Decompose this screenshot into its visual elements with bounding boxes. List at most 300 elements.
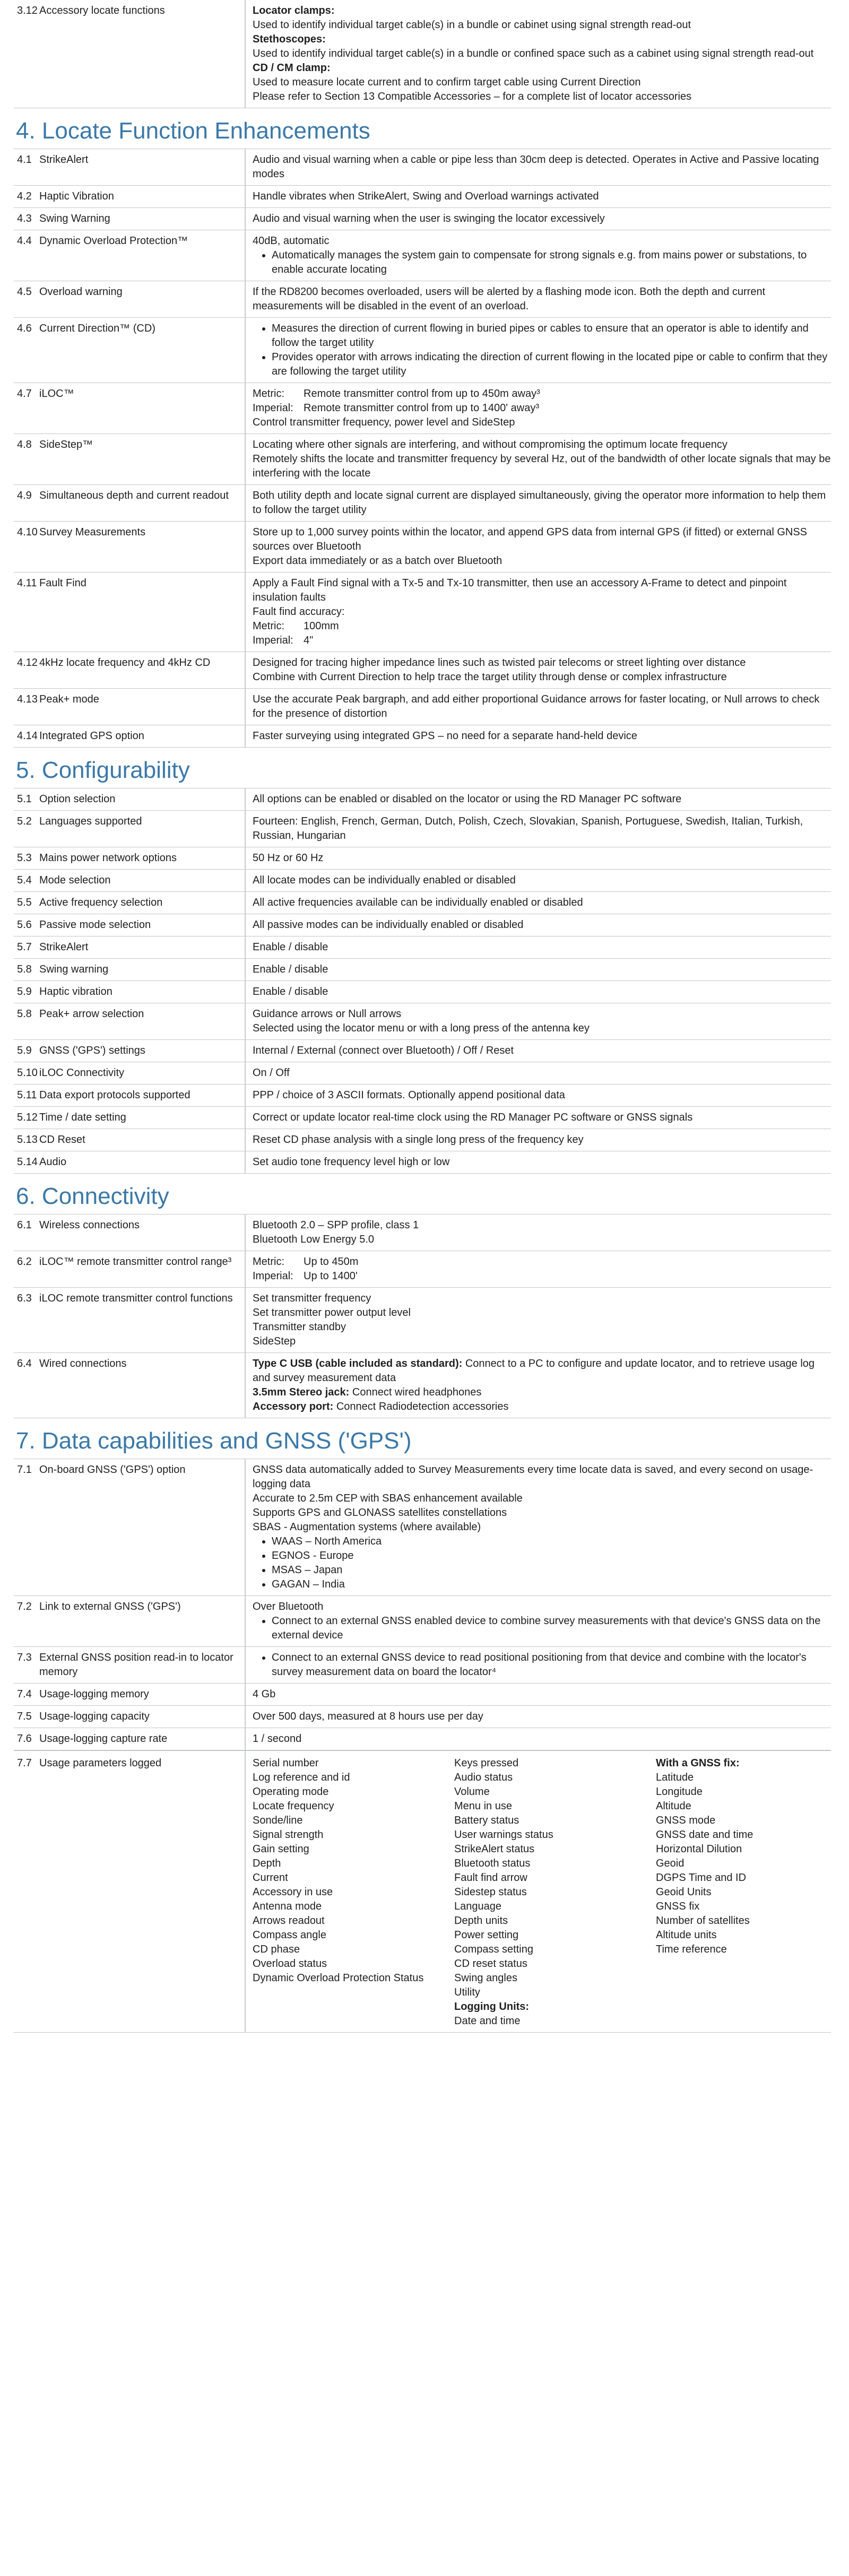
measure-value: 100mm — [304, 620, 339, 632]
spec-label-text: 4kHz locate frequency and 4kHz CD — [39, 657, 211, 669]
spec-line-lead: Accessory port: — [253, 1401, 334, 1412]
spec-number: 4.13 — [17, 693, 38, 705]
spec-value — [245, 810, 831, 847]
spec-value — [245, 936, 831, 958]
spec-number: 4.11 — [17, 577, 37, 589]
usage-column — [253, 1756, 454, 2028]
spec-line: Enable / disable — [253, 964, 328, 975]
usage-parameter: Keys pressed — [454, 1757, 519, 1769]
spec-number: 5.10 — [17, 1067, 38, 1079]
usage-parameter-columns — [253, 1756, 831, 2028]
spec-value — [245, 1595, 831, 1646]
spec-line: Combine with Current Direction to help trace the target utility through dense or complex infrastructure — [253, 671, 727, 683]
spec-number: 5.6 — [17, 919, 32, 931]
spec-number: 6.2 — [17, 1256, 32, 1268]
spec-value — [245, 433, 831, 484]
usage-parameter: Fault find arrow — [454, 1872, 527, 1884]
spec-number: 4.12 — [17, 657, 38, 669]
usage-column — [656, 1756, 839, 2028]
measure-system: Metric: — [253, 1256, 284, 1268]
spec-line-text: Connect wired headphones — [349, 1386, 482, 1398]
spec-value — [245, 1750, 831, 2033]
spec-line: All passive modes can be individually enabled or disabled — [253, 919, 524, 931]
spec-line: Store up to 1,000 survey points within the locator, and append GPS data from internal GPS (if fitted) or external GNSS sources over Bluetooth — [253, 526, 807, 552]
spec-line: If the RD8200 becomes overloaded, users will be alerted by a flashing mode icon. Both the depth and current measurements will be disabled in the event of an overload. — [253, 286, 766, 312]
spec-bullet-list — [253, 322, 831, 379]
spec-label-text: Mode selection — [39, 874, 111, 886]
spec-value — [245, 1683, 831, 1705]
spec-table — [14, 149, 831, 748]
spec-label-text: StrikeAlert — [39, 154, 89, 166]
spec-bullet-list — [253, 1614, 831, 1643]
usage-parameter: Menu in use — [454, 1800, 512, 1812]
spec-label-text: Data export protocols supported — [39, 1089, 190, 1101]
usage-parameter: Altitude — [656, 1800, 691, 1812]
spec-label-text: Survey Measurements — [39, 526, 146, 538]
spec-label — [14, 1287, 245, 1352]
spec-label-text: Haptic Vibration — [39, 190, 114, 202]
usage-parameter: Power setting — [454, 1929, 519, 1941]
spec-line: Used to identify individual target cable(s) in a bundle or cabinet using signal strength read-out — [253, 19, 691, 31]
spec-line: All locate modes can be individually enabled or disabled — [253, 874, 516, 886]
spec-line: Set transmitter power output level — [253, 1307, 411, 1319]
section-heading: 6. Connectivity — [16, 1183, 169, 1209]
spec-label — [14, 317, 245, 383]
spec-number: 5.3 — [17, 852, 32, 864]
spec-line: Bluetooth 2.0 – SPP profile, class 1 — [253, 1219, 419, 1231]
spec-value — [245, 1646, 831, 1683]
measure-value: Remote transmitter control from up to 450m away³ — [304, 388, 540, 400]
spec-value — [245, 1129, 831, 1151]
spec-measure-line — [253, 619, 831, 634]
spec-line: Remotely shifts the locate and transmitter frequency by several Hz, out of the bandwidth of other locate signals that may be interfering with the locate — [253, 453, 831, 479]
usage-parameter: Sonde/line — [253, 1815, 303, 1826]
measure-value: Up to 1400' — [304, 1270, 358, 1282]
spec-value — [245, 1214, 831, 1251]
spec-label-text: iLOC remote transmitter control functions — [39, 1293, 233, 1304]
usage-parameter: Accessory in use — [253, 1886, 333, 1898]
usage-parameter: Horizontal Dilution — [656, 1843, 742, 1855]
usage-parameter: Depth units — [454, 1915, 508, 1927]
spec-line: GNSS data automatically added to Survey Measurements every time locate data is saved, and every second on usage-logging data — [253, 1464, 813, 1490]
spec-number: 4.6 — [17, 323, 32, 334]
measure-system: Imperial: — [253, 635, 293, 646]
spec-label — [14, 521, 245, 572]
spec-bullet: • MSAS – Japan — [272, 1563, 831, 1577]
spec-value — [245, 869, 831, 891]
spec-number: 4.10 — [17, 526, 38, 538]
spec-line: Audio and visual warning when a cable or pipe less than 30cm deep is detected. Operates in Active and Passive locating modes — [253, 154, 819, 180]
usage-parameter: Date and time — [454, 2015, 521, 2027]
spec-label-text: Simultaneous depth and current readout — [39, 490, 229, 501]
spec-line: PPP / choice of 3 ASCII formats. Optionally append positional data — [253, 1089, 565, 1101]
spec-number: 4.2 — [17, 190, 32, 202]
logging-units-heading: Logging Units: — [454, 2001, 530, 2013]
spec-number: 4.7 — [17, 388, 32, 400]
spec-number: 6.1 — [17, 1219, 32, 1231]
spec-label-text: GNSS ('GPS') settings — [39, 1045, 145, 1056]
spec-label-text: StrikeAlert — [39, 941, 89, 953]
spec-line: Locating where other signals are interfering, and without compromising the optimum locate frequency — [253, 439, 727, 450]
usage-parameter: Time reference — [656, 1944, 727, 1955]
spec-value — [245, 521, 831, 572]
spec-value — [245, 1728, 831, 1750]
section-heading: 7. Data capabilities and GNSS ('GPS') — [16, 1428, 412, 1454]
spec-label-text: Swing Warning — [39, 213, 110, 224]
usage-parameter: Locate frequency — [253, 1800, 334, 1812]
spec-label-text: Languages supported — [39, 816, 142, 827]
spec-value — [245, 230, 831, 281]
spec-number: 7.3 — [17, 1652, 32, 1663]
section-heading: 5. Configurability — [16, 757, 190, 783]
spec-label — [14, 1750, 245, 2033]
measure-system: Imperial: — [253, 402, 293, 414]
spec-bullet: • Automatically manages the system gain to compensate for strong signals e.g. from mains power or substations, to enable accurate locating — [272, 248, 831, 277]
spec-label — [14, 383, 245, 433]
spec-line — [253, 1385, 831, 1400]
spec-number: 5.2 — [17, 816, 32, 827]
spec-number: 5.1 — [17, 793, 32, 805]
usage-parameter: Compass setting — [454, 1944, 533, 1955]
spec-bullet: • EGNOS - Europe — [272, 1549, 831, 1563]
spec-line-text: Connect Radiodetection accessories — [333, 1401, 509, 1412]
spec-value — [245, 725, 831, 748]
spec-label — [14, 688, 245, 725]
spec-number: 4.9 — [17, 490, 32, 501]
spec-line: SideStep — [253, 1335, 296, 1347]
spec-label-text: Peak+ arrow selection — [39, 1008, 144, 1020]
spec-value — [245, 1287, 831, 1352]
usage-parameter: Audio status — [454, 1772, 513, 1783]
spec-label-text: Dynamic Overload Protection™ — [39, 235, 188, 247]
spec-measure-line — [253, 634, 831, 648]
spec-table-accessories — [14, 0, 831, 108]
usage-parameter: Signal strength — [253, 1829, 324, 1841]
usage-parameter: Longitude — [656, 1786, 703, 1798]
spec-line — [253, 1357, 831, 1385]
usage-parameter: Battery status — [454, 1815, 519, 1826]
spec-label — [14, 149, 245, 185]
spec-line: Enable / disable — [253, 986, 328, 998]
usage-parameter: User warnings status — [454, 1829, 553, 1841]
usage-parameter: Language — [454, 1901, 501, 1912]
spec-label-text: Overload warning — [39, 286, 123, 298]
spec-line: Faster surveying using integrated GPS – no need for a separate hand-held device — [253, 730, 637, 742]
usage-parameter: Log reference and id — [253, 1772, 350, 1783]
spec-value — [245, 185, 831, 207]
usage-parameter: Altitude units — [656, 1929, 717, 1941]
spec-label-text: iLOC Connectivity — [39, 1067, 125, 1079]
spec-label — [14, 1683, 245, 1705]
spec-value — [245, 1151, 831, 1174]
spec-measure-line — [253, 401, 831, 415]
spec-number: 4.3 — [17, 213, 32, 224]
spec-number: 4.5 — [17, 286, 32, 298]
usage-parameter: DGPS Time and ID — [656, 1872, 747, 1884]
spec-label-text: External GNSS position read-in to locator memory — [39, 1652, 233, 1678]
usage-parameter: GNSS mode — [656, 1815, 716, 1826]
spec-label-text: Option selection — [39, 793, 116, 805]
spec-number: 7.1 — [17, 1464, 32, 1476]
spec-value — [245, 1352, 831, 1418]
spec-label-text: SideStep™ — [39, 439, 93, 450]
spec-value — [245, 0, 831, 108]
gnss-fix-heading: With a GNSS fix: — [656, 1757, 740, 1769]
spec-label — [14, 1003, 245, 1039]
spec-label — [14, 788, 245, 810]
spec-line: Set transmitter frequency — [253, 1293, 371, 1304]
spec-line-text: Connect to a PC to configure and update locator, and to retrieve usage log and survey measurement data — [253, 1358, 815, 1384]
spec-label-text: Audio — [39, 1156, 67, 1168]
spec-label — [14, 185, 245, 207]
spec-label — [14, 869, 245, 891]
spec-label — [14, 1151, 245, 1174]
usage-parameter: Geoid Units — [656, 1886, 712, 1898]
usage-parameter: Antenna mode — [253, 1901, 322, 1912]
usage-parameter: Arrows readout — [253, 1915, 325, 1927]
spec-label — [14, 1106, 245, 1129]
spec-line: Both utility depth and locate signal current are displayed simultaneously, giving the operator more information to help them to follow the target utility — [253, 490, 826, 516]
usage-parameter: Dynamic Overload Protection Status — [253, 1972, 424, 1984]
spec-label — [14, 484, 245, 521]
usage-parameter: Bluetooth status — [454, 1858, 531, 1869]
spec-bullet-list — [253, 1534, 831, 1592]
spec-number: 7.5 — [17, 1711, 32, 1722]
measure-system: Metric: — [253, 388, 284, 400]
spec-value — [245, 207, 831, 230]
measure-value: 4" — [304, 635, 314, 646]
usage-parameter: Swing angles — [454, 1972, 517, 1984]
usage-parameter: StrikeAlert status — [454, 1843, 535, 1855]
spec-line: 4 Gb — [253, 1688, 276, 1700]
spec-line: Fault find accuracy: — [253, 606, 345, 618]
usage-parameter: Operating mode — [253, 1786, 329, 1798]
spec-line: Locator clamps: — [253, 5, 335, 16]
usage-parameter: Current — [253, 1872, 288, 1884]
spec-number: 4.8 — [17, 439, 32, 450]
spec-number: 4.14 — [17, 730, 38, 742]
usage-parameter: Serial number — [253, 1757, 319, 1769]
spec-number: 5.14 — [17, 1156, 38, 1168]
spec-number: 4.4 — [17, 235, 32, 247]
spec-label-text: Integrated GPS option — [39, 730, 144, 742]
spec-value — [245, 1003, 831, 1039]
spec-line: Set audio tone frequency level high or low — [253, 1156, 450, 1168]
spec-label-text: Fault Find — [39, 577, 86, 589]
spec-line: Internal / External (connect over Bluetooth) / Off / Reset — [253, 1045, 514, 1056]
spec-line: Audio and visual warning when the user is swinging the locator excessively — [253, 213, 605, 224]
spec-value — [245, 914, 831, 936]
spec-label — [14, 914, 245, 936]
measure-value: Remote transmitter control from up to 1400' away³ — [304, 402, 540, 414]
usage-parameter: Depth — [253, 1858, 281, 1869]
spec-line: Enable / disable — [253, 941, 328, 953]
spec-line: Supports GPS and GLONASS satellites constellations — [253, 1507, 507, 1519]
usage-parameter: GNSS fix — [656, 1901, 700, 1912]
usage-parameters-table — [14, 1750, 831, 2033]
spec-value — [245, 1084, 831, 1106]
spec-line: Transmitter standby — [253, 1321, 346, 1333]
spec-line: All active frequencies available can be individually enabled or disabled — [253, 897, 583, 908]
spec-label-text: Haptic vibration — [39, 986, 112, 998]
spec-number: 4.1 — [17, 154, 32, 166]
usage-parameter: Volume — [454, 1786, 490, 1798]
spec-number: 5.4 — [17, 874, 32, 886]
spec-value — [245, 484, 831, 521]
spec-label — [14, 810, 245, 847]
spec-line: Bluetooth Low Energy 5.0 — [253, 1234, 375, 1245]
spec-label — [14, 0, 245, 108]
spec-label — [14, 207, 245, 230]
spec-line-lead: Type C USB (cable included as standard): — [253, 1358, 463, 1369]
spec-measure-line — [253, 1255, 831, 1269]
spec-line: Export data immediately or as a batch over Bluetooth — [253, 555, 503, 567]
spec-value — [245, 1039, 831, 1062]
spec-label — [14, 1129, 245, 1151]
spec-bullet: • Connect to an external GNSS device to read positional positioning from that device and combine with the locator's survey measurement data on board the locator⁴ — [272, 1651, 831, 1679]
spec-number: 5.5 — [17, 897, 32, 908]
spec-line: SBAS - Augmentation systems (where available) — [253, 1521, 481, 1533]
usage-column — [454, 1756, 656, 2028]
spec-label-text: Wireless connections — [39, 1219, 140, 1231]
usage-parameter: GNSS date and time — [656, 1829, 753, 1841]
spec-value — [245, 981, 831, 1003]
spec-line — [253, 1400, 831, 1414]
spec-label-text: Accessory locate functions — [39, 5, 165, 16]
spec-line: Over Bluetooth — [253, 1601, 324, 1612]
spec-label-text: iLOC™ remote transmitter control range³ — [39, 1256, 232, 1268]
spec-label-text: Peak+ mode — [39, 693, 99, 705]
spec-label — [14, 725, 245, 748]
spec-label — [14, 1728, 245, 1750]
usage-parameter: Geoid — [656, 1858, 685, 1869]
spec-number: 5.9 — [17, 986, 32, 998]
spec-table — [14, 1214, 831, 1418]
spec-number: 5.12 — [17, 1112, 38, 1123]
usage-parameter: Number of satellites — [656, 1915, 750, 1927]
spec-number: 5.13 — [17, 1134, 38, 1146]
spec-label — [14, 1251, 245, 1287]
spec-bullet: • Connect to an external GNSS enabled device to combine survey measurements with that device's GNSS data on the external device — [272, 1614, 831, 1643]
spec-value — [245, 572, 831, 652]
spec-label-text: Usage-logging capacity — [39, 1711, 150, 1722]
spec-label — [14, 1062, 245, 1084]
spec-number: 7.7 — [17, 1757, 32, 1769]
spec-line: Use the accurate Peak bargraph, and add either proportional Guidance arrows for faster locating, or Null arrows to check for the presence of distortion — [253, 693, 820, 719]
spec-number: 6.3 — [17, 1293, 32, 1304]
spec-page — [14, 0, 831, 2033]
spec-label-text: Mains power network options — [39, 852, 177, 864]
spec-line: Reset CD phase analysis with a single long press of the frequency key — [253, 1134, 584, 1146]
spec-value — [245, 317, 831, 383]
spec-label-text: Usage-logging memory — [39, 1688, 149, 1700]
spec-label-text: Current Direction™ (CD) — [39, 323, 155, 334]
spec-bullet: • GAGAN – India — [272, 1577, 831, 1592]
spec-value — [245, 1251, 831, 1287]
spec-table — [14, 788, 831, 1174]
spec-line: Fourteen: English, French, German, Dutch, Polish, Czech, Slovakian, Spanish, Portuguese, Swedish, Italian, Turkish, Russian, Hungarian — [253, 816, 803, 842]
usage-parameter: Overload status — [253, 1958, 327, 1970]
spec-line: Used to identify individual target cable(s) in a bundle or confined space such as a cabinet using signal strength read-out — [253, 48, 814, 59]
spec-label — [14, 1705, 245, 1728]
spec-line: Apply a Fault Find signal with a Tx-5 and Tx-10 transmitter, then use an accessory A-Frame to detect and pinpoint insulation faults — [253, 577, 787, 603]
spec-line: CD / CM clamp: — [253, 62, 331, 74]
spec-label — [14, 1214, 245, 1251]
measure-value: Up to 450m — [304, 1256, 359, 1268]
usage-parameter: Latitude — [656, 1772, 694, 1783]
spec-line: Selected using the locator menu or with a long press of the antenna key — [253, 1022, 590, 1034]
spec-line: Guidance arrows or Null arrows — [253, 1008, 402, 1020]
spec-label — [14, 433, 245, 484]
spec-label — [14, 1084, 245, 1106]
spec-measure-line — [253, 387, 831, 401]
spec-label — [14, 652, 245, 688]
spec-label — [14, 230, 245, 281]
spec-label — [14, 1352, 245, 1418]
spec-number: 3.12 — [17, 5, 38, 16]
spec-line: Designed for tracing higher impedance lines such as twisted pair telecoms or street lighting over distance — [253, 657, 746, 669]
spec-sections — [14, 108, 831, 1750]
spec-line: 1 / second — [253, 1733, 302, 1745]
spec-label — [14, 958, 245, 981]
spec-label — [14, 1595, 245, 1646]
usage-parameter: Utility — [454, 1987, 480, 1998]
spec-number: 5.8 — [17, 964, 32, 975]
spec-line: Accurate to 2.5m CEP with SBAS enhancement available — [253, 1493, 523, 1504]
spec-line: Control transmitter frequency, power level and SideStep — [253, 417, 515, 428]
spec-measure-line — [253, 1269, 831, 1283]
spec-value — [245, 1459, 831, 1595]
spec-bullet: • WAAS – North America — [272, 1534, 831, 1549]
spec-label — [14, 1039, 245, 1062]
spec-line: Stethoscopes: — [253, 33, 326, 45]
spec-line: 50 Hz or 60 Hz — [253, 852, 324, 864]
spec-bullet-list — [253, 1651, 831, 1679]
spec-value — [245, 281, 831, 317]
spec-label — [14, 981, 245, 1003]
spec-label-text: Usage-logging capture rate — [39, 1733, 168, 1745]
spec-label-text: On-board GNSS ('GPS') option — [39, 1464, 186, 1476]
spec-number: 5.11 — [17, 1089, 37, 1101]
spec-number: 7.6 — [17, 1733, 32, 1745]
spec-number: 7.4 — [17, 1688, 32, 1700]
spec-line: Over 500 days, measured at 8 hours use per day — [253, 1711, 483, 1722]
spec-line: Handle vibrates when StrikeAlert, Swing and Overload warnings activated — [253, 190, 599, 202]
spec-value — [245, 958, 831, 981]
spec-label — [14, 1646, 245, 1683]
spec-table — [14, 1459, 831, 1750]
spec-label — [14, 281, 245, 317]
spec-bullet: • Measures the direction of current flowing in buried pipes or cables to ensure that an operator is able to identify and follow the target utility — [272, 322, 831, 350]
spec-number: 6.4 — [17, 1358, 32, 1369]
spec-line: Used to measure locate current and to confirm target cable using Current Direction — [253, 76, 641, 88]
spec-label-text: Swing warning — [39, 964, 109, 975]
usage-parameter: Sidestep status — [454, 1886, 527, 1898]
spec-label — [14, 572, 245, 652]
spec-label-text: Link to external GNSS ('GPS') — [39, 1601, 181, 1612]
spec-label — [14, 936, 245, 958]
spec-value — [245, 383, 831, 433]
spec-line: Please refer to Section 13 Compatible Accessories – for a complete list of locator accessories — [253, 91, 692, 102]
spec-line: Correct or update locator real-time clock using the RD Manager PC software or GNSS signals — [253, 1112, 693, 1123]
spec-value — [245, 149, 831, 185]
spec-label-text: Wired connections — [39, 1358, 127, 1369]
spec-line: 40dB, automatic — [253, 235, 330, 247]
spec-value — [245, 891, 831, 914]
spec-line: All options can be enabled or disabled on the locator or using the RD Manager PC software — [253, 793, 682, 805]
spec-label-text: Passive mode selection — [39, 919, 151, 931]
spec-number: 7.2 — [17, 1601, 32, 1612]
